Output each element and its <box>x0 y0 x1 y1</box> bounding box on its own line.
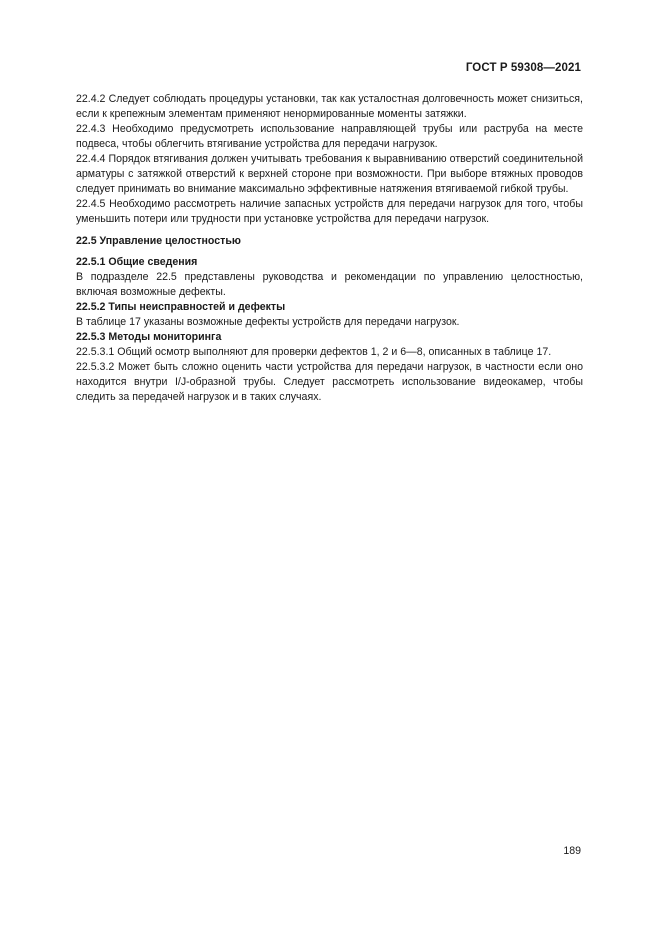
paragraph-22-5-3-2 <box>76 360 583 405</box>
paragraph-22-4-5-text: 22.4.5 Необходимо рассмотреть наличие запасных устройств для передачи нагрузок для того, чтобы уменьшить потери или трудности при установке устройства для передачи нагрузок. <box>76 198 583 225</box>
paragraph-22-4-4 <box>76 152 583 197</box>
document-number: ГОСТ Р 59308—2021 <box>465 62 581 74</box>
paragraph-22-4-2-text: 22.4.2 Следует соблюдать процедуры установки, так как усталостная долговечность может снизиться, если к крепежным элементам применяют ненормированные моменты затяжки. <box>76 93 583 120</box>
document-body <box>76 92 583 405</box>
section-title-22-5: 22.5 Управление целостностью <box>76 235 241 247</box>
paragraph-22-4-5 <box>76 197 583 227</box>
page-number: 189 <box>563 845 581 857</box>
paragraph-22-5-2-text: В таблице 17 указаны возможные дефекты устройств для передачи нагрузок. <box>76 316 460 328</box>
paragraph-22-4-2 <box>76 92 583 122</box>
paragraph-22-5-2 <box>76 315 583 330</box>
paragraph-22-5-3-1 <box>76 345 583 360</box>
subsection-title-22-5-2: 22.5.2 Типы неисправностей и дефекты <box>76 301 286 313</box>
paragraph-22-5-1 <box>76 270 583 300</box>
paragraph-22-5-3-2-text: 22.5.3.2 Может быть сложно оценить части устройства для передачи нагрузок, в частности если оно находится внутри I/J-образной трубы. Следует рассмотреть использование видеокамер, чтобы следить за передачей нагрузок и в таких случаях. <box>76 361 583 403</box>
paragraph-22-4-4-text: 22.4.4 Порядок втягивания должен учитывать требования к выравниванию отверстий соединительной арматуры с затяжкой отверстий к верхней стороне при возможности. При выборе втяжных проводов следует принимать во внимание максимально эффективные натяжения втягиваемой гибкой трубы. <box>76 153 583 195</box>
subsection-title-22-5-3: 22.5.3 Методы мониторинга <box>76 331 222 343</box>
paragraph-22-4-3 <box>76 122 583 152</box>
paragraph-22-4-3-text: 22.4.3 Необходимо предусмотреть использование направляющей трубы или раструба на месте подвеса, чтобы облегчить втягивание устройства для передачи нагрузок. <box>76 123 583 150</box>
paragraph-22-5-3-1-text: 22.5.3.1 Общий осмотр выполняют для проверки дефектов 1, 2 и 6—8, описанных в таблице 17. <box>76 346 552 358</box>
subsection-title-22-5-1: 22.5.1 Общие сведения <box>76 256 198 268</box>
paragraph-22-5-1-text: В подразделе 22.5 представлены руководства и рекомендации по управлению целостностью, включая возможные дефекты. <box>76 271 583 298</box>
